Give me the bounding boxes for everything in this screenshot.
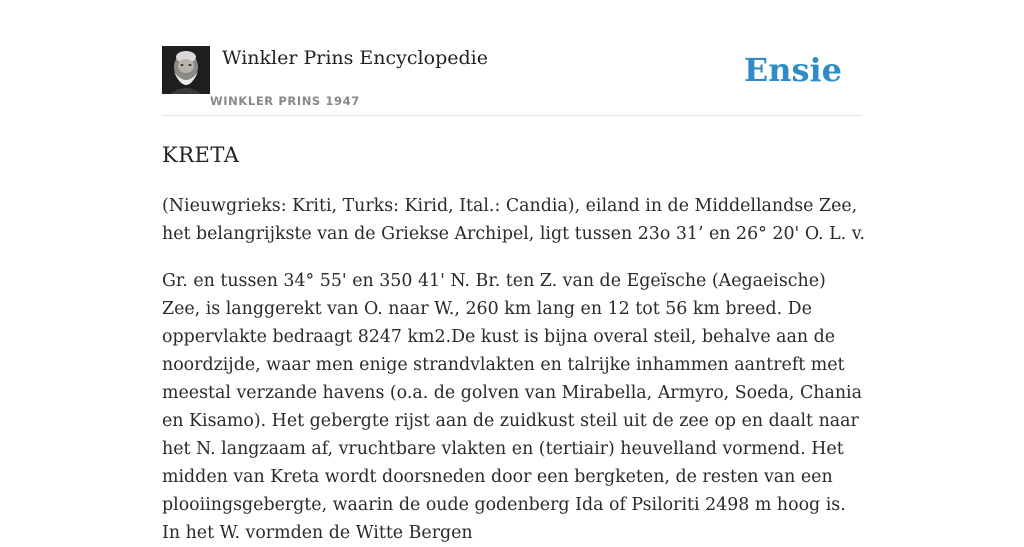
source-subtitle: WINKLER PRINS 1947 — [210, 94, 360, 108]
author-portrait-icon — [162, 46, 210, 94]
site-header — [162, 46, 862, 116]
article-paragraph: Gr. en tussen 34° 55' en 350 41' N. Br. ten Z. van de Egeïsche (Aegaeische) Zee, is langgerekt van O. naar W., 260 km lang en 12 tot 56 km breed. De oppervlakte bedraagt 8247 km2.De kust is bijna overal steil, behalve aan de noordzijde, waar men enige strandvlakten en talrijke inhammen aantreft met meestal verzande havens (o.a. de golven van Mirabella, Armyro, Soeda, Chania en Kisamo). Het gebergte rijst aan de zuidkust steil uit de zee op en daalt naar het N. langzaam af, vruchtbare vlakten en (tertiair) heuvelland vormend. Het midden van Kreta wordt doorsneden door een bergketen, de resten van een plooiingsgebergte, waarin de oude godenberg Ida of Psiloriti 2498 m hoog is. In het W. vormden de Witte Bergen — [162, 271, 862, 543]
author-avatar[interactable] — [162, 46, 210, 94]
ensie-logo-link[interactable]: Ensie — [743, 51, 842, 89]
article-title: KRETA — [162, 143, 240, 167]
article-paragraph: (Nieuwgrieks: Kriti, Turks: Kirid, Ital.: Candia), eiland in de Middellandse Zee, het belangrijkste van de Griekse Archipel, ligt tussen 23o 31’ en 26° 20' O. L. v. — [162, 196, 866, 244]
site-title[interactable]: Winkler Prins Encyclopedie — [222, 47, 488, 69]
